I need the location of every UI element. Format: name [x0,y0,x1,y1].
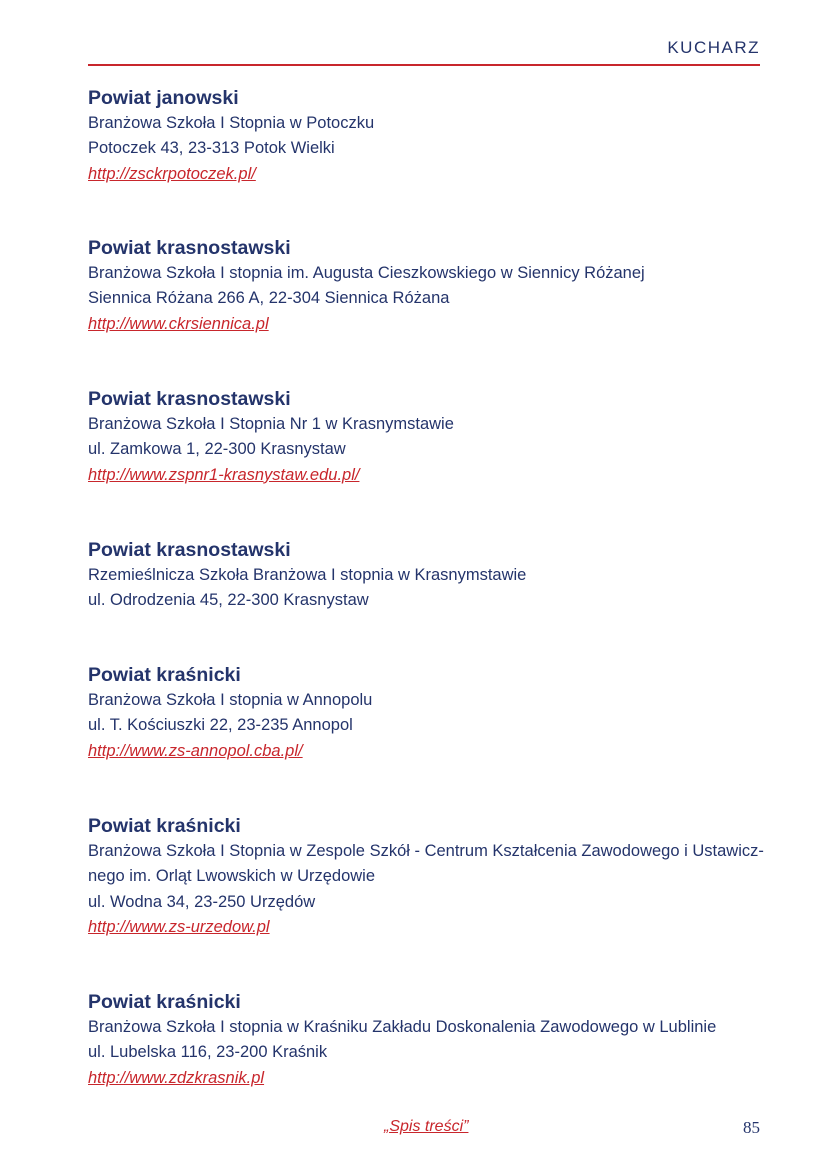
chapter-title: KUCHARZ [667,38,760,57]
school-name: Branżowa Szkoła I Stopnia Nr 1 w Krasnymstawie [88,415,454,433]
school-name: Branżowa Szkoła I Stopnia w Zespole Szkół - Centrum Kształcenia Zawodowego i Ustawicz- [88,842,764,860]
school-website-link[interactable]: http://www.zs-annopol.cba.pl/ [88,741,303,760]
school-entry [88,236,768,337]
school-name: Branżowa Szkoła I stopnia w Kraśniku Zakładu Doskonalenia Zawodowego w Lublinie [88,1018,717,1036]
school-website-link[interactable]: http://www.zspnr1-krasnystaw.edu.pl/ [88,465,360,484]
school-name-continued: nego im. Orląt Lwowskich w Urzędowie [88,867,376,886]
school-name: Branżowa Szkoła I Stopnia w Potoczku [88,114,375,132]
school-address: Potoczek 43, 23-313 Potok Wielki [88,139,335,158]
school-website-link[interactable]: http://www.zs-urzedow.pl [88,917,270,936]
school-address: ul. Zamkowa 1, 22-300 Krasnystaw [88,440,346,459]
school-name: Branżowa Szkoła I stopnia im. Augusta Cieszkowskiego w Siennicy Różanej [88,264,645,282]
district-heading: Powiat krasnostawski [88,237,291,259]
school-address: Siennica Różana 266 A, 22-304 Siennica Różana [88,289,450,308]
school-website-link[interactable]: http://www.ckrsiennica.pl [88,314,269,333]
school-entry [88,387,768,488]
district-heading: Powiat kraśnicki [88,991,241,1013]
district-heading: Powiat krasnostawski [88,539,291,561]
school-name: Branżowa Szkoła I stopnia w Annopolu [88,691,373,709]
district-heading: Powiat janowski [88,87,239,109]
school-entry [88,663,768,764]
school-address: ul. Lubelska 116, 23-200 Kraśnik [88,1043,328,1062]
school-address: ul. Odrodzenia 45, 22-300 Krasnystaw [88,591,369,610]
school-entry [88,990,768,1091]
school-entry [88,538,768,614]
page-number: 85 [743,1118,760,1137]
table-of-contents-link[interactable]: „Spis treści” [384,1118,469,1135]
district-heading: Powiat krasnostawski [88,388,291,410]
school-address: ul. T. Kościuszki 22, 23-235 Annopol [88,716,353,735]
header-divider [88,64,760,66]
school-name: Rzemieślnicza Szkoła Branżowa I stopnia w Krasnymstawie [88,566,527,584]
school-entry [88,86,768,187]
school-entry [88,814,768,940]
district-heading: Powiat kraśnicki [88,815,241,837]
school-address: ul. Wodna 34, 23-250 Urzędów [88,892,316,911]
school-website-link[interactable]: http://www.zdzkrasnik.pl [88,1068,265,1087]
school-website-link[interactable]: http://zsckrpotoczek.pl/ [88,164,256,183]
district-heading: Powiat kraśnicki [88,664,241,686]
